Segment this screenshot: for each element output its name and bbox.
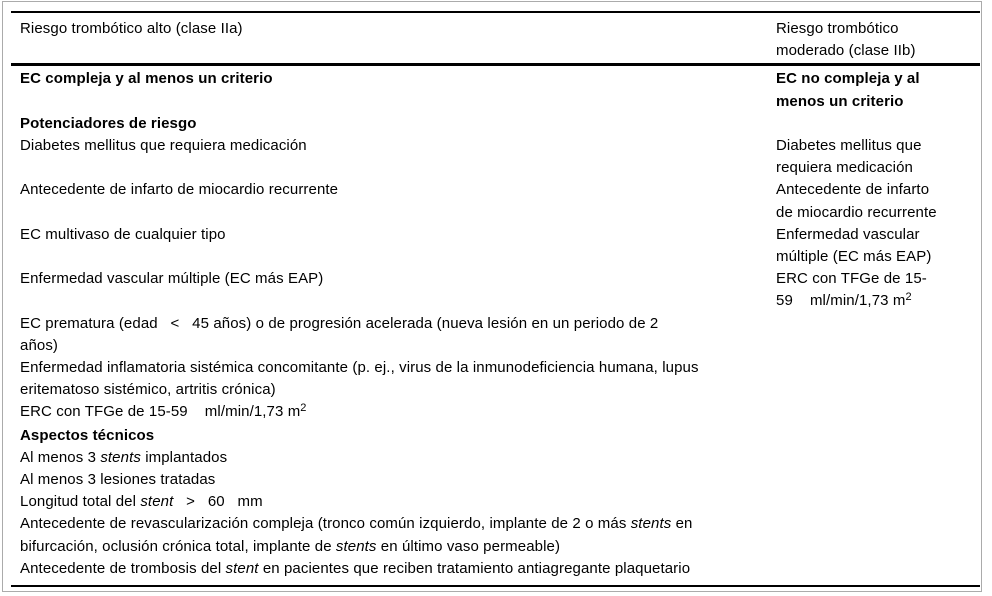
risk-table [11, 11, 980, 587]
text-run: años) [20, 336, 59, 354]
text-run: EC multivaso de cualquier tipo [20, 225, 226, 243]
text-run: EC prematura (edad < 45 años) o de progresión acelerada (nueva lesión en un periodo de 2 [20, 314, 659, 332]
table-line [20, 290, 776, 312]
text-run: menos un criterio [776, 92, 904, 110]
text-run: stent [140, 493, 174, 511]
text-run: Potenciadores de riesgo [20, 114, 197, 132]
table-line [20, 447, 776, 469]
text-run: en último vaso permeable) [376, 537, 561, 555]
text-run: Diabetes mellitus que [776, 137, 922, 154]
text-run: implantados [140, 448, 228, 466]
text-run: de miocardio recurrente [776, 203, 937, 221]
table-line [20, 491, 776, 513]
text-run: múltiple (EC más EAP) [776, 248, 932, 266]
table-line [776, 113, 976, 135]
text-run: Al menos 3 lesiones tratadas [20, 470, 216, 488]
column-high-risk [11, 68, 776, 580]
text-run: bifurcación, oclusión crónica total, implante de [20, 537, 336, 555]
table-line [776, 290, 976, 313]
figure-frame [2, 1, 982, 592]
table-line [20, 401, 776, 424]
table-line [20, 246, 776, 268]
text-run: Enfermedad vascular [776, 225, 920, 243]
table-line [20, 157, 776, 179]
text-run: requiera medicación [776, 159, 913, 177]
table-line [776, 157, 976, 179]
table-line [20, 513, 776, 535]
table-line [776, 246, 976, 268]
text-run: en [671, 515, 693, 533]
table-line [20, 68, 776, 90]
body-row [11, 66, 980, 587]
text-run: Aspectos técnicos [20, 426, 155, 444]
text-run: Antecedente de revascularización compleja (tronco común izquierdo, implante de 2 o más [20, 515, 631, 533]
table-line [20, 558, 776, 580]
table-line [20, 425, 776, 447]
text-run: Riesgo trombótico alto (clase IIa) [20, 20, 243, 37]
table-line [20, 18, 776, 40]
text-run: Riesgo trombótico [776, 20, 899, 37]
text-run: EC no compleja y al [776, 70, 920, 88]
text-run: EC compleja y al menos un criterio [20, 70, 273, 88]
table-line [776, 40, 976, 62]
header-high-risk-text [20, 18, 776, 40]
text-run: stents [630, 515, 672, 533]
table-line [776, 268, 976, 290]
text-run: eritematoso sistémico, artritis crónica) [20, 381, 276, 399]
superscript-text: 2 [300, 402, 307, 415]
text-run: Longitud total del [20, 493, 141, 511]
table-line [20, 313, 776, 335]
text-run: Diabetes mellitus que requiera medicación [20, 137, 307, 154]
table-line [20, 379, 776, 401]
table-line [20, 357, 776, 379]
text-run: ERC con TFGe de 15-59 ml/min/1,73 m [20, 403, 301, 421]
table-line [20, 335, 776, 357]
text-run: en pacientes que reciben tratamiento antiagregante plaquetario [258, 559, 691, 577]
text-run: moderado (clase IIb) [776, 42, 916, 60]
header-row [11, 13, 980, 66]
text-run: ERC con TFGe de 15- [776, 270, 927, 288]
text-run: stents [100, 448, 141, 466]
text-run: Antecedente de infarto [776, 181, 930, 199]
text-run: 59 ml/min/1,73 m [776, 292, 906, 310]
header-cell-moderate-risk [776, 18, 980, 62]
table-line [20, 536, 776, 558]
table-line [20, 268, 776, 290]
table-line [20, 135, 776, 157]
table-line [776, 18, 976, 40]
table-line [20, 469, 776, 491]
table-line [776, 135, 976, 157]
table-line [20, 91, 776, 113]
text-run: > 60 mm [173, 493, 263, 511]
table-line [20, 202, 776, 224]
moderate-risk-criteria-list [776, 68, 976, 313]
text-run: stent [225, 559, 259, 577]
header-moderate-risk-text [776, 18, 976, 62]
text-run: Antecedente de infarto de miocardio recurrente [20, 181, 339, 199]
high-risk-criteria-list [20, 68, 776, 580]
text-run: Enfermedad inflamatoria sistémica concomitante (p. ej., virus de la inmunodeficiencia humana, lupus [20, 358, 699, 376]
table-line [776, 202, 976, 224]
superscript-text: 2 [905, 291, 912, 304]
table-line [776, 179, 976, 201]
table-line [776, 68, 976, 90]
table-line [20, 179, 776, 201]
table-line [776, 224, 976, 246]
column-moderate-risk [776, 68, 980, 580]
header-cell-high-risk [11, 18, 776, 62]
text-run: Enfermedad vascular múltiple (EC más EAP) [20, 270, 324, 288]
table-line [20, 113, 776, 135]
text-run: Al menos 3 [20, 448, 101, 466]
table-line [776, 91, 976, 113]
text-run: stents [335, 537, 377, 555]
table-line [20, 224, 776, 246]
text-run: Antecedente de trombosis del [20, 559, 226, 577]
